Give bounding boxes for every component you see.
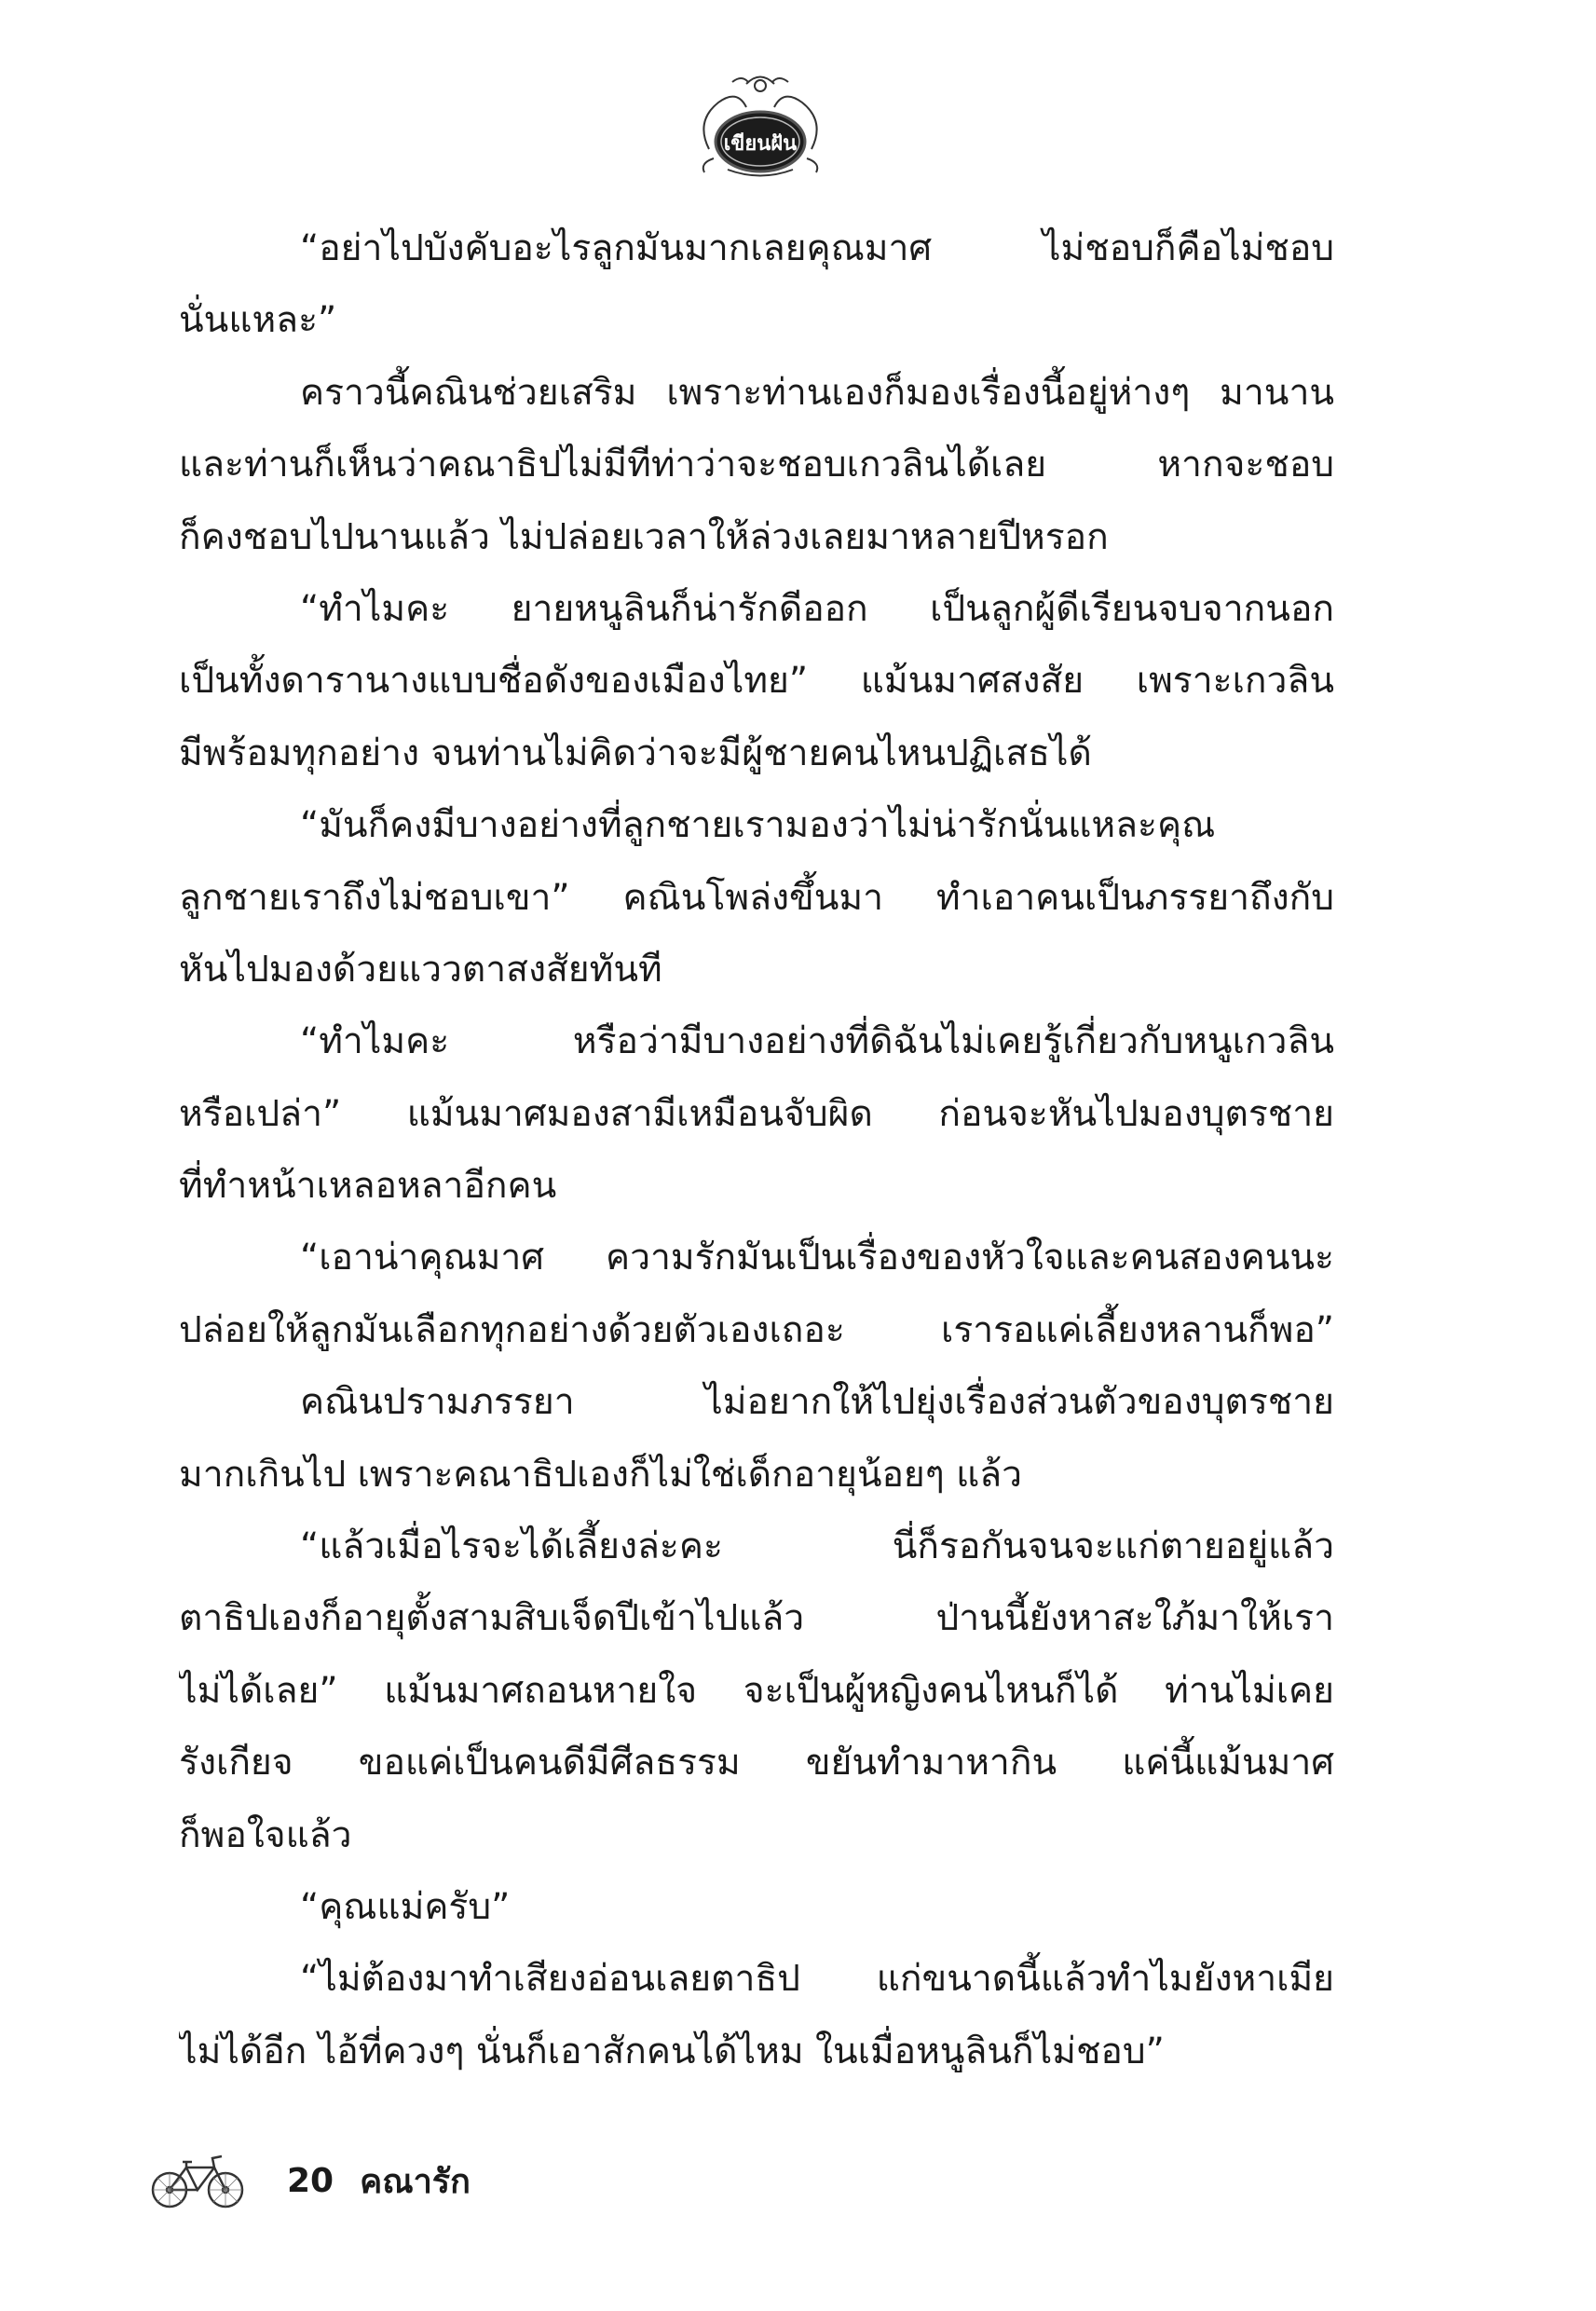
text-line: หันไปมองด้วยแววตาสงสัยทันที — [179, 948, 662, 991]
text-line: รังเกียจ ขอแค่เป็นคนดีมีศีลธรรม ขยันทำมาหากิน แค่นี้แม้นมาศ — [179, 1742, 1334, 1785]
text-line: คราวนี้คณินช่วยเสริม เพราะท่านเองก็มองเรื่องนี้อยู่ห่างๆ มานาน — [300, 371, 1334, 414]
ornamental-emblem-icon — [690, 65, 830, 182]
body-text — [179, 212, 1334, 2087]
text-line: ตาธิปเองก็อายุตั้งสามสิบเจ็ดปีเข้าไปแล้ว ป่านนี้ยังหาสะใภ้มาให้เรา — [179, 1597, 1334, 1640]
text-line: คณินปรามภรรยา ไม่อยากให้ไปยุ่งเรื่องส่วนตัวของบุตรชาย — [300, 1381, 1334, 1424]
text-line: มากเกินไป เพราะคณาธิปเองก็ไม่ใช่เด็กอายุน้อยๆ แล้ว — [179, 1453, 1023, 1496]
logo-text: เขียนฝัน — [723, 132, 798, 156]
text-line: มีพร้อมทุกอย่าง จนท่านไม่คิดว่าจะมีผู้ชายคนไหนปฏิเสธได้ — [179, 732, 1092, 774]
text-line: “ทำไมคะ ยายหนูลินก็น่ารักดีออก เป็นลูกผู้ดีเรียนจบจากนอก — [300, 587, 1334, 630]
text-line: ปล่อยให้ลูกมันเลือกทุกอย่างด้วยตัวเองเถอะ เรารอแค่เลี้ยงหลานก็พอ” — [179, 1308, 1334, 1351]
text-line: และท่านก็เห็นว่าคณาธิปไม่มีทีท่าว่าจะชอบเกวลินได้เลย หากจะชอบ — [179, 444, 1334, 486]
text-line: ก็คงชอบไปนานแล้ว ไม่ปล่อยเวลาให้ล่วงเลยมาหลายปีหรอก — [179, 515, 1109, 558]
text-line: ก็พอใจแล้ว — [179, 1813, 352, 1856]
page-number: 20 — [287, 2161, 334, 2200]
book-title: คณารัก — [360, 2162, 471, 2201]
text-line: “เอาน่าคุณมาศ ความรักมันเป็นเรื่องของหัวใจและคนสองคนนะ — [300, 1237, 1334, 1279]
text-line: ลูกชายเราถึงไม่ชอบเขา” คณินโพล่งขึ้นมา ทำเอาคนเป็นภรรยาถึงกับ — [179, 876, 1334, 919]
text-line: “อย่าไปบังคับอะไรลูกมันมากเลยคุณมาศ ไม่ชอบก็คือไม่ชอบ — [300, 227, 1334, 269]
text-line: “ทำไมคะ หรือว่ามีบางอย่างที่ดิฉันไม่เคยรู้เกี่ยวกับหนูเกวลิน — [300, 1020, 1334, 1063]
text-line: ไม่ได้อีก ไอ้ที่ควงๆ นั่นก็เอาสักคนได้ไหม ในเมื่อหนูลินก็ไม่ชอบ” — [179, 2030, 1165, 2072]
text-line: หรือเปล่า” แม้นมาศมองสามีเหมือนจับผิด ก่อนจะหันไปมองบุตรชาย — [179, 1092, 1334, 1135]
text-line: ไม่ได้เลย” แม้นมาศถอนหายใจ จะเป็นผู้หญิงคนไหนก็ได้ ท่านไม่เคย — [179, 1669, 1334, 1712]
text-line: “ไม่ต้องมาทำเสียงอ่อนเลยตาธิป แก่ขนาดนี้แล้วทำไมยังหาเมีย — [300, 1958, 1334, 2001]
text-line: นั่นแหละ” — [179, 299, 337, 342]
text-line: ที่ทำหน้าเหลอหลาอีกคน — [179, 1165, 557, 1208]
bicycle-icon — [149, 2151, 246, 2210]
text-line: “คุณแม่ครับ” — [300, 1885, 511, 1928]
text-line: เป็นทั้งดารานางแบบชื่อดังของเมืองไทย” แม้นมาศสงสัย เพราะเกวลิน — [179, 660, 1334, 703]
text-line: “มันก็คงมีบางอย่างที่ลูกชายเรามองว่าไม่น่ารักนั่นแหละคุณ — [300, 804, 1216, 847]
text-line: “แล้วเมื่อไรจะได้เลี้ยงล่ะคะ นี่ก็รอกันจนจะแก่ตายอยู่แล้ว — [300, 1525, 1334, 1568]
page-footer — [149, 2143, 471, 2218]
